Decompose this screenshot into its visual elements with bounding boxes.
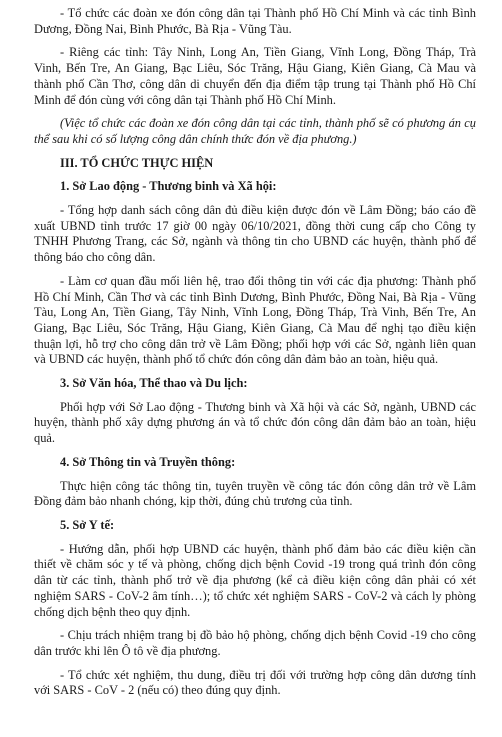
paragraph-labor-2: - Làm cơ quan đầu mối liên hệ, trao đổi thông tin với các địa phương: Thành phố Hồ Chí Minh, Cần Thơ và các tỉnh Bình Dương, Bình Phước, Đồng Nai, Bà Rịa - Vũng Tàu, Long An, Tiền Giang, Tây Ninh, Vĩnh Long, Đồng Tháp, Trà Vinh, Bến Tre, An Giang, Bạc Liêu, Sóc Trăng, Hậu Giang, Kiên Giang, Cà Mau để nghị tạo điều kiện thuận lợi, hỗ trợ cho công dân trở về Lâm Đồng; phối hợp với các Sở, ngành liên quan và UBND các huyện, thành phố tổ chức đón công dân đảm bảo an toàn, hiệu quả. [34,273,476,367]
paragraph-hcm-convoy: - Tổ chức các đoàn xe đón công dân tại Thành phố Hồ Chí Minh và các tỉnh Bình Dương, Đồng Nai, Bình Phước, Bà Rịa - Vũng Tàu. [34,6,476,36]
paragraph-health-1: - Hướng dẫn, phối hợp UBND các huyện, thành phố đảm bảo các điều kiện cần thiết về chăm sóc y tế và phòng, chống dịch bệnh Covid -19 trong quá trình đón công dân từ các tỉnh, thành phố trở về địa phương (kể cả điều kiện công dân phải có xét nghiệm SARS - CoV-2 âm tính…); tổ chức xét nghiệm SARS - CoV-2 và cách ly phòng chống dịch bệnh theo quy định. [34,541,476,619]
subheading-information: 4. Sở Thông tin và Truyền thông: [60,454,236,469]
paragraph-labor-1: - Tổng hợp danh sách công dân đủ điều kiện được đón về Lâm Đồng; báo cáo đề xuất UBND tỉnh trước 17 giờ 00 ngày 06/10/2021, đồng thời cung cấp cho Công ty TNHH Phương Trang, các Sở, ngành và thông tin cho UBND các huyện, thành phố để thông báo cho công dân. [34,203,476,265]
paragraph-health-3: - Tổ chức xét nghiệm, thu dung, điều trị đối với trường hợp công dân dương tính với SARS - CoV - 2 (nếu có) theo đúng quy định. [34,667,476,698]
paragraph-note: (Việc tổ chức các đoàn xe đón công dân tại các tỉnh, thành phố sẽ có phương án cụ thể sau khi có số lượng công dân chính thức đón về địa phương.) [34,116,476,146]
section-heading: III. TỔ CHỨC THỰC HIỆN [60,155,214,170]
subheading-culture: 3. Sở Văn hóa, Thể thao và Du lịch: [60,376,248,391]
paragraph-culture: Phối hợp với Sở Lao động - Thương binh và Xã hội và các Sở, ngành, UBND các huyện, thành phố xây dựng phương án và tổ chức đón công dân đảm bảo an toàn, hiệu quả. [34,399,476,446]
paragraph-information: Thực hiện công tác thông tin, tuyên truyền về công tác đón công dân trở về Lâm Đồng đảm bảo nhanh chóng, kịp thời, đúng chủ trương của tỉnh. [34,478,476,509]
paragraph-other-provinces: - Riêng các tỉnh: Tây Ninh, Long An, Tiền Giang, Vĩnh Long, Đồng Tháp, Trà Vinh, Bến Tre, An Giang, Bạc Liêu, Sóc Trăng, Hậu Giang, Kiên Giang, Cà Mau và thành phố Cần Thơ, công dân di chuyển đến địa điểm tập trung tại Thành phố Hồ Chí Minh để đón cùng với công dân tại Thành phố Hồ Chí Minh. [34,45,476,107]
subheading-health: 5. Sở Y tế: [60,517,115,532]
subheading-labor: 1. Sở Lao động - Thương binh và Xã hội: [60,179,277,194]
paragraph-health-2: - Chịu trách nhiệm trang bị đồ bảo hộ phòng, chống dịch bệnh Covid -19 cho công dân trước khi lên Ô tô về địa phương. [34,628,476,658]
